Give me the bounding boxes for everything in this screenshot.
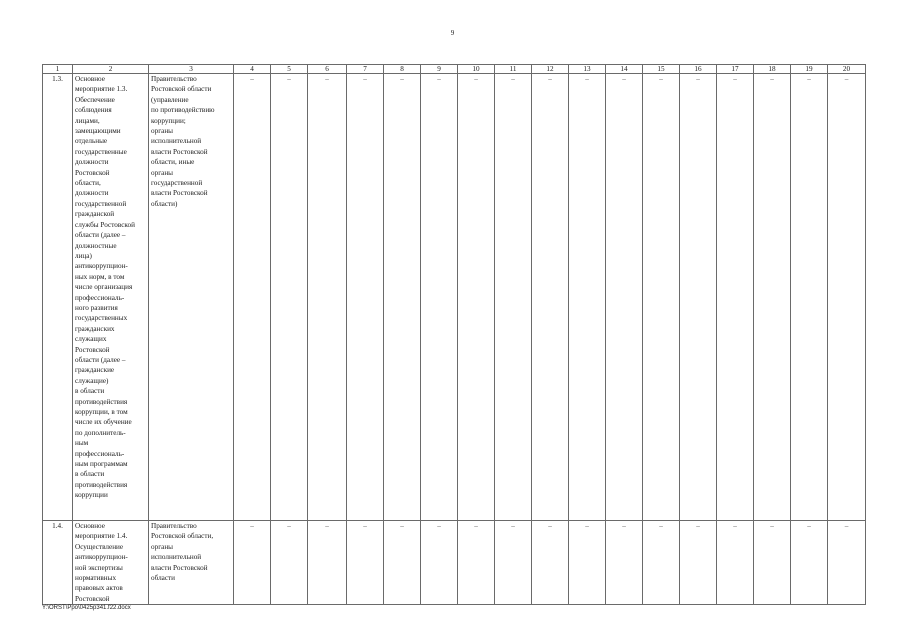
- value-cell: –: [828, 74, 866, 521]
- column-header: 3: [149, 65, 234, 74]
- value-cell: –: [421, 521, 458, 605]
- file-path-footer: Y:\ORST\Ppo\0425p341.f22.docx: [42, 605, 131, 611]
- column-header: 6: [308, 65, 347, 74]
- column-header: 7: [347, 65, 384, 74]
- value-cell: –: [569, 74, 606, 521]
- value-cell: –: [754, 521, 791, 605]
- value-cell: –: [347, 74, 384, 521]
- program-table: [42, 64, 866, 605]
- value-cell: –: [606, 74, 643, 521]
- table-row: [43, 521, 866, 605]
- page-number: 9: [450, 29, 455, 37]
- value-cell: –: [680, 521, 717, 605]
- column-header: 18: [754, 65, 791, 74]
- value-cell: –: [458, 74, 495, 521]
- column-header: 8: [384, 65, 421, 74]
- column-header: 1: [43, 65, 73, 74]
- value-cell: –: [643, 74, 680, 521]
- column-header: 13: [569, 65, 606, 74]
- value-cell: –: [791, 74, 828, 521]
- column-header: 17: [717, 65, 754, 74]
- value-cell: –: [828, 521, 866, 605]
- value-cell: –: [532, 74, 569, 521]
- column-number-row: [43, 65, 866, 74]
- executor-cell: Правительство Ростовской области, органы исполнительной власти Ростовской области: [149, 521, 234, 605]
- row-number: 1.3.: [43, 74, 73, 521]
- value-cell: –: [308, 521, 347, 605]
- value-cell: –: [421, 74, 458, 521]
- value-cell: –: [532, 521, 569, 605]
- value-cell: –: [754, 74, 791, 521]
- column-header: 9: [421, 65, 458, 74]
- value-cell: –: [680, 74, 717, 521]
- value-cell: –: [717, 74, 754, 521]
- value-cell: –: [234, 521, 271, 605]
- value-cell: –: [347, 521, 384, 605]
- column-header: 4: [234, 65, 271, 74]
- column-header: 2: [73, 65, 149, 74]
- value-cell: –: [606, 521, 643, 605]
- measure-cell: Основное мероприятие 1.4. Осуществление антикоррупцион- ной экспертизы нормативных правовых актов Ростовской: [73, 521, 149, 605]
- value-cell: –: [569, 521, 606, 605]
- value-cell: –: [384, 74, 421, 521]
- value-cell: –: [717, 521, 754, 605]
- column-header: 10: [458, 65, 495, 74]
- value-cell: –: [458, 521, 495, 605]
- column-header: 11: [495, 65, 532, 74]
- column-header: 16: [680, 65, 717, 74]
- column-header: 15: [643, 65, 680, 74]
- column-header: 19: [791, 65, 828, 74]
- table-row: [43, 74, 866, 521]
- column-header: 5: [271, 65, 308, 74]
- value-cell: –: [643, 521, 680, 605]
- column-header: 14: [606, 65, 643, 74]
- value-cell: –: [234, 74, 271, 521]
- measure-cell: Основное мероприятие 1.3. Обеспечение соблюдения лицами, замещающими отдельные государственные должности Ростовской области, должности государственной гражданской службы Ростовской области (далее – должностные лица) антикоррупцион- ных норм, в том числе организация профессиональ- ного развития государственных гражданских служащих Ростовской области (далее – гражданские служащие) в области противодействия коррупции, в том числе их обучение по дополнитель- ным профессиональ- ным программам в области противодействия коррупции: [73, 74, 149, 521]
- row-number: 1.4.: [43, 521, 73, 605]
- value-cell: –: [308, 74, 347, 521]
- value-cell: –: [271, 74, 308, 521]
- value-cell: –: [791, 521, 828, 605]
- column-header: 12: [532, 65, 569, 74]
- column-header: 20: [828, 65, 866, 74]
- value-cell: –: [495, 74, 532, 521]
- value-cell: –: [384, 521, 421, 605]
- value-cell: –: [271, 521, 308, 605]
- executor-cell: Правительство Ростовской области (управление по противодействию коррупции; органы исполнительной власти Ростовской области, иные органы государственной власти Ростовской области): [149, 74, 234, 521]
- value-cell: –: [495, 521, 532, 605]
